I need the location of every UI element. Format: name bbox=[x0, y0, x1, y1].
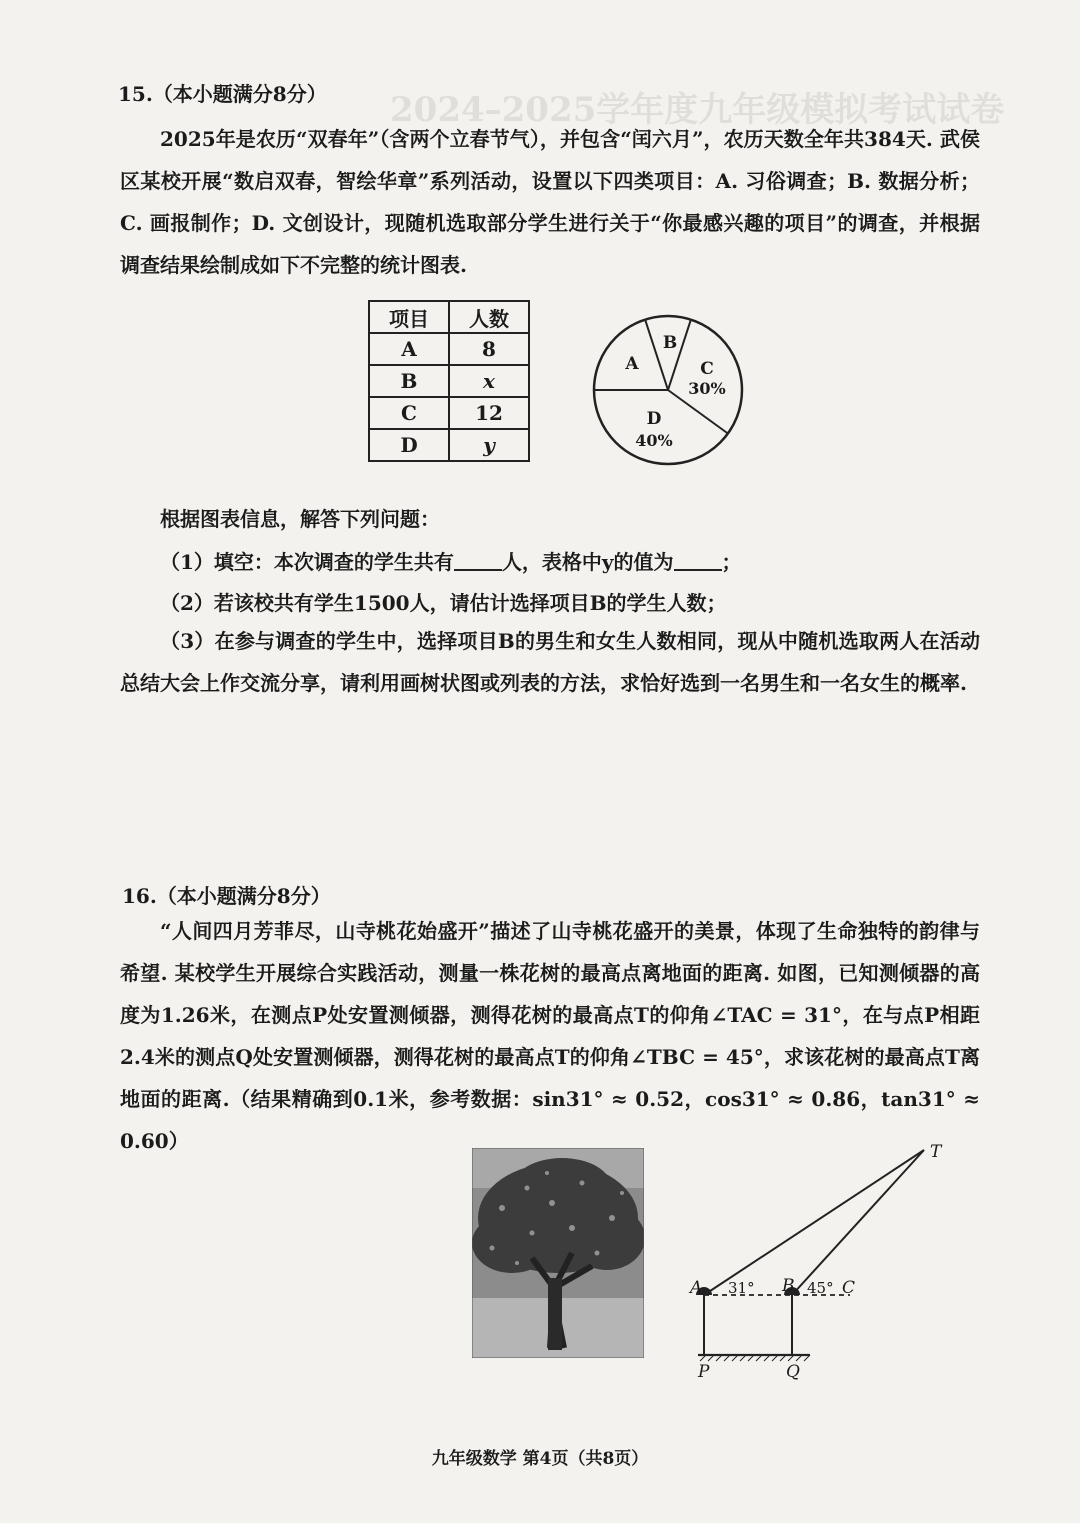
q15-header: 15.（本小题满分8分） bbox=[118, 82, 327, 106]
q15-prompt: 根据图表信息，解答下列问题： bbox=[160, 507, 440, 531]
table-header-row bbox=[369, 301, 529, 333]
q15-sub3-block bbox=[120, 620, 980, 704]
table-header-cell: 人数 bbox=[449, 301, 529, 333]
pie-percent-c: 30% bbox=[688, 379, 726, 398]
q16-text: “人间四月芳菲尽，山寺桃花始盛开”描述了山寺桃花盛开的美景，体现了生命独特的韵律与希望. 某校学生开展综合实践活动，测量一株花树的最高点离地面的距离. 如图，已知测倾器的高度为1.26米，在测点P处安置测倾器，测得花树的最高点T的仰角∠TAC = 31°，在与点P相距2.4米的测点Q处安置测倾器，测得花树的最高点T的仰角∠TBC = 45°，求该花树的最高点T离地面的距离.（结果精确到0.1米，参考数据：sin31° ≈ 0.52，cos31° ≈ 0.86，tan31° ≈ 0.60） bbox=[120, 919, 980, 1153]
q15-paragraph bbox=[120, 118, 980, 286]
table-cell-item: D bbox=[369, 429, 449, 461]
pie-label-c: C bbox=[700, 359, 714, 379]
label-A: A bbox=[690, 1278, 703, 1298]
table-cell-count: 8 bbox=[449, 333, 529, 365]
q15-text: 2025年是农历“双春年”（含两个立春节气），并包含“闰六月”，农历天数全年共384天. 武侯区某校开展“数启双春，智绘华章”系列活动，设置以下四类项目：A. 习俗调查；B. 数据分析；C. 画报制作；D. 文创设计，现随机选取部分学生进行关于“你最感兴趣的项目”的调查，并根据调查结果绘制成如下不完整的统计图表. bbox=[120, 127, 980, 277]
q15-sub1 bbox=[160, 546, 742, 575]
page-footer: 九年级数学 第4页（共8页） bbox=[431, 1449, 649, 1469]
table-cell-item: B bbox=[369, 365, 449, 397]
table-cell-count: y bbox=[449, 429, 529, 461]
q16-paragraph bbox=[120, 910, 980, 1162]
pie-label-a: A bbox=[625, 354, 639, 374]
table-cell-count: x bbox=[449, 365, 529, 397]
table-cell-item: A bbox=[369, 333, 449, 365]
geometry-figure bbox=[680, 1135, 960, 1385]
table-cell-count: 12 bbox=[449, 397, 529, 429]
pie-label-d: D bbox=[646, 409, 662, 429]
line-BT bbox=[792, 1150, 924, 1295]
line-AT bbox=[704, 1150, 924, 1295]
table-header-cell: 项目 bbox=[369, 301, 449, 333]
label-C: C bbox=[842, 1278, 856, 1298]
label-T: T bbox=[930, 1142, 942, 1162]
pie-chart bbox=[588, 296, 748, 486]
pie-percent-d: 40% bbox=[635, 431, 673, 450]
q15-sub3: （3）在参与调查的学生中，选择项目B的男生和女生人数相同，现从中随机选取两人在活动总结大会上作交流分享，请利用画树状图或列表的方法，求恰好选到一名男生和一名女生的概率. bbox=[120, 629, 980, 695]
table-row bbox=[369, 365, 529, 397]
q16-header: 16.（本小题满分8分） bbox=[122, 884, 331, 908]
label-Q: Q bbox=[786, 1362, 800, 1382]
pie-divider-b bbox=[645, 320, 668, 390]
label-B: B bbox=[782, 1276, 795, 1296]
bleed-through-text: 2024–2025学年度九年级模拟考试试卷 bbox=[390, 90, 1005, 130]
survey-table bbox=[368, 300, 530, 462]
label-P: P bbox=[698, 1362, 710, 1382]
sub1-text-b: 人，表格中y的值为 bbox=[501, 550, 674, 574]
sub1-text-c: ； bbox=[721, 550, 742, 574]
tree-photo bbox=[472, 1148, 644, 1358]
answer-blank-total[interactable] bbox=[454, 551, 502, 571]
angle-b-label: 45° bbox=[807, 1279, 834, 1297]
table-row bbox=[369, 429, 529, 461]
angle-a-label: 31° bbox=[728, 1279, 755, 1297]
sub1-text-a: （1）填空：本次调查的学生共有 bbox=[160, 550, 454, 574]
table-row bbox=[369, 333, 529, 365]
pie-label-b: B bbox=[662, 333, 678, 353]
q15-sub2: （2）若该校共有学生1500人，请估计选择项目B的学生人数； bbox=[160, 591, 727, 615]
table-cell-item: C bbox=[369, 397, 449, 429]
answer-blank-y[interactable] bbox=[674, 551, 722, 571]
table-row bbox=[369, 397, 529, 429]
